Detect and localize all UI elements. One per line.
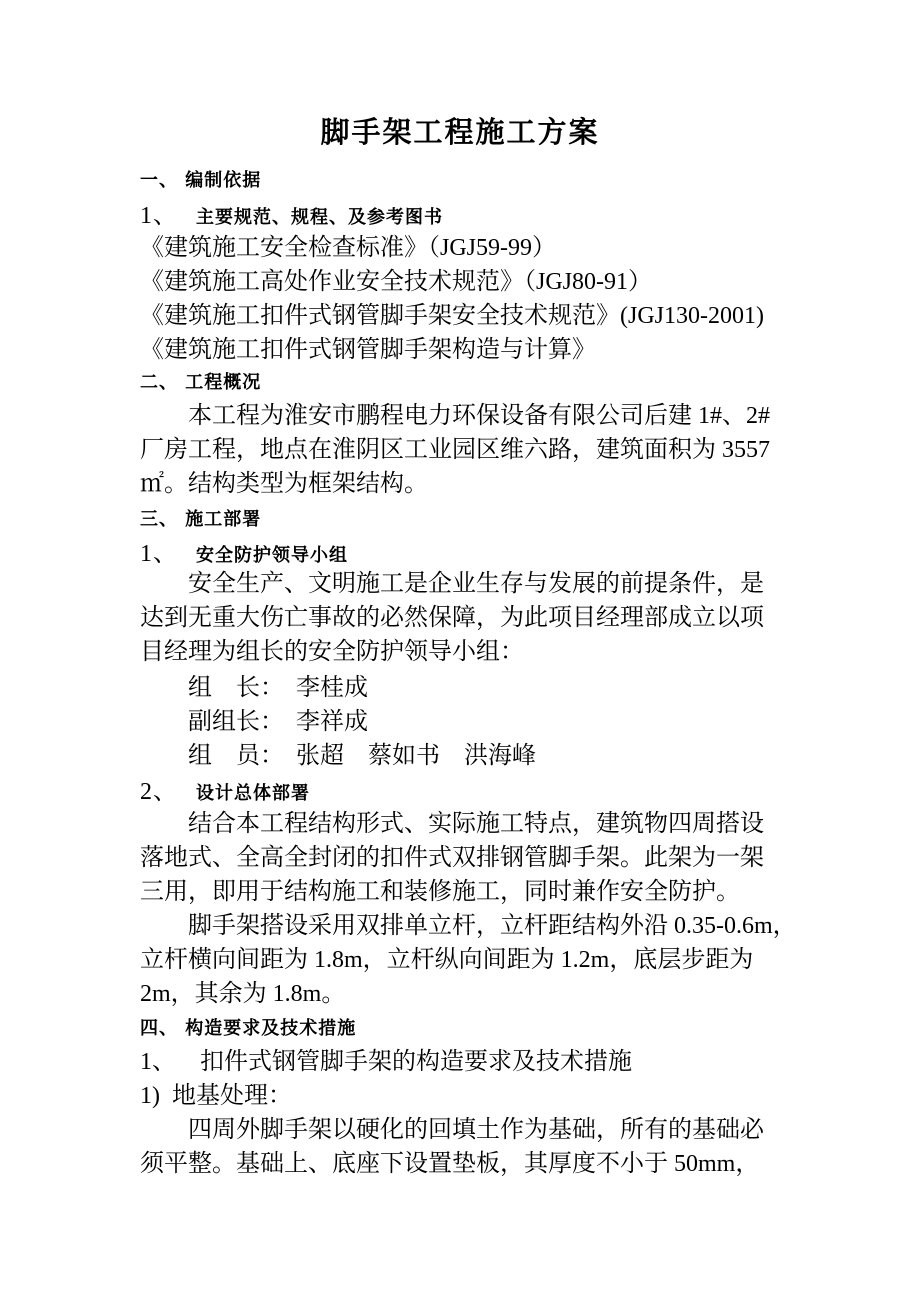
sub-number: 2、: [140, 779, 178, 805]
paragraph-line: 四周外脚手架以硬化的回填土作为基础，所有的基础必: [188, 1117, 764, 1143]
reference-line: 《建筑施工扣件式钢管脚手架构造与计算》: [140, 337, 596, 363]
paragraph-line: 结合本工程结构形式、实际施工特点，建筑物四周搭设: [188, 811, 764, 837]
paragraph-line: 立杆横向间距为 1.8m，立杆纵向间距为 1.2m，底层步距为: [140, 947, 754, 973]
reference-line: 《建筑施工高处作业安全技术规范》（JGJ80-91）: [140, 269, 653, 295]
sub-label: 主要规范、规程、及参考图书: [196, 207, 443, 228]
paragraph-line: 安全生产、文明施工是企业生存与发展的前提条件，是: [188, 571, 764, 597]
sub-number: 1、: [140, 541, 178, 567]
section-4-sub-1: 1、 扣件式钢管脚手架的构造要求及技术措施: [140, 1049, 632, 1075]
section-3-sub-2: [140, 780, 310, 804]
section-4-heading: 四、 构造要求及技术措施: [140, 1018, 357, 1039]
paragraph-line: 2m，其余为 1.8m。: [140, 981, 346, 1007]
paragraph-line: 三用，即用于结构施工和装修施工，同时兼作安全防护。: [140, 879, 740, 905]
sub-label: 安全防护领导小组: [196, 545, 348, 566]
section-3-heading: 三、 施工部署: [140, 509, 262, 530]
section-1-heading: 一、 编制依据: [140, 170, 262, 191]
reference-line: 《建筑施工安全检查标准》（JGJ59-99）: [140, 235, 557, 261]
paragraph-line: 须平整。基础上、底座下设置垫板，其厚度不小于 50mm，: [140, 1151, 760, 1177]
section-4-item-1: 1) 地基处理：: [140, 1083, 292, 1109]
team-deputy: 副组长： 李祥成: [188, 709, 368, 735]
team-leader: 组 长： 李桂成: [188, 675, 368, 701]
overview-line: 厂房工程，地点在淮阴区工业园区维六路，建筑面积为 3557: [140, 437, 770, 463]
section-3-sub-1: [140, 542, 348, 566]
paragraph-line: 达到无重大伤亡事故的必然保障，为此项目经理部成立以项: [140, 605, 764, 631]
overview-line: ㎡。结构类型为框架结构。: [140, 471, 428, 497]
paragraph-line: 目经理为组长的安全防护领导小组：: [140, 639, 524, 665]
paragraph-line: 脚手架搭设采用双排单立杆，立杆距结构外沿 0.35-0.6m，: [188, 913, 797, 939]
reference-line: 《建筑施工扣件式钢管脚手架安全技术规范》(JGJ130-2001): [140, 303, 764, 329]
sub-label: 设计总体部署: [196, 783, 310, 804]
paragraph-line: 落地式、全高全封闭的扣件式双排钢管脚手架。此架为一架: [140, 845, 764, 871]
section-1-sub-1: [140, 204, 443, 228]
overview-line: 本工程为淮安市鹏程电力环保设备有限公司后建 1#、2#: [188, 403, 770, 429]
team-members: 组 员： 张超 蔡如书 洪海峰: [188, 743, 536, 769]
sub-number: 1、: [140, 203, 178, 229]
document-title: 脚手架工程施工方案: [320, 115, 600, 149]
section-2-heading: 二、 工程概况: [140, 372, 262, 393]
